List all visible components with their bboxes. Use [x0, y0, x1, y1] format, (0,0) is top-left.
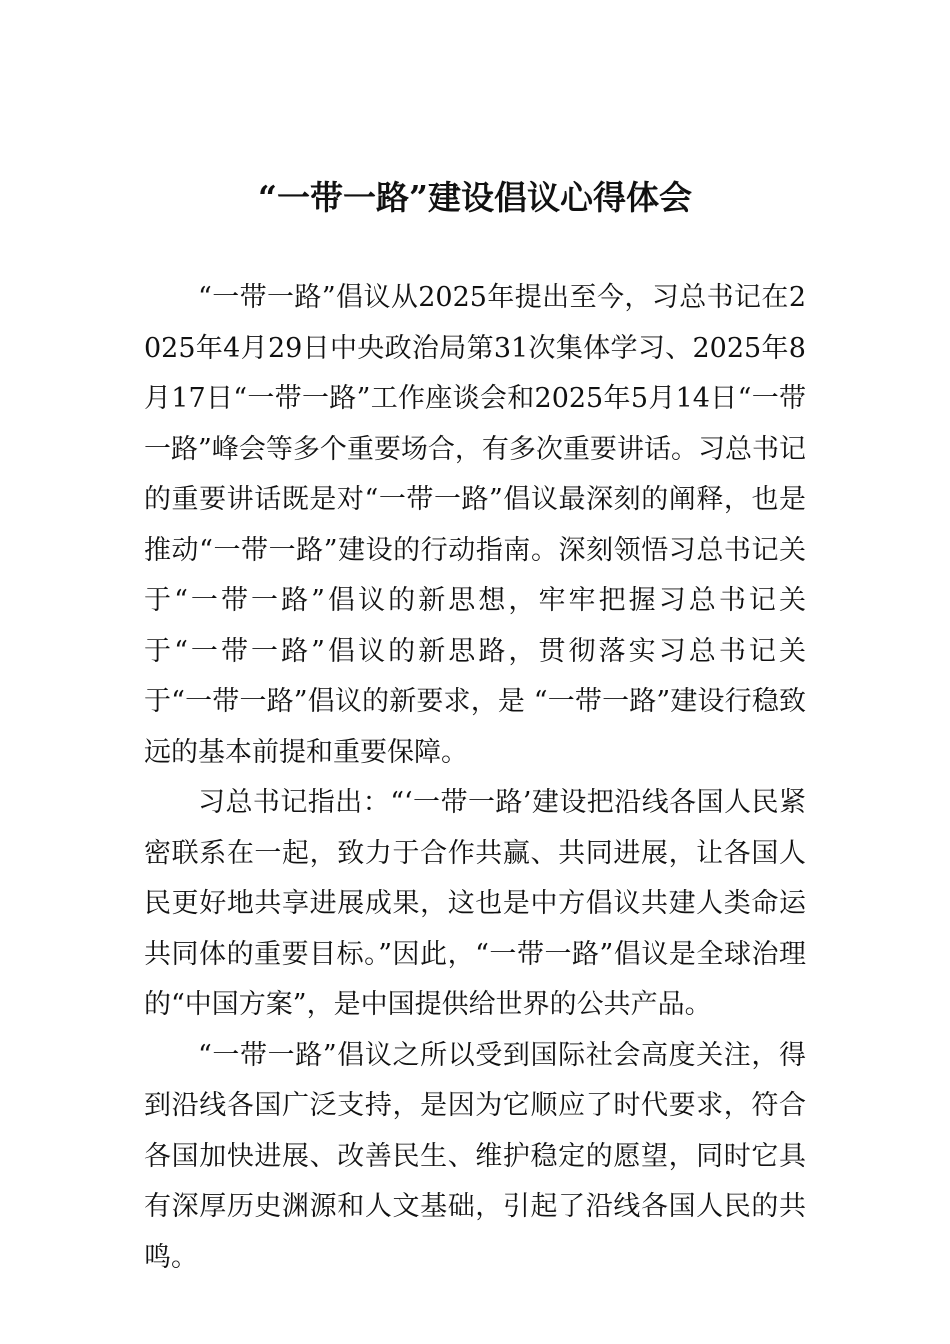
paragraph-3: “一带一路”倡议之所以受到国际社会高度关注，得到沿线各国广泛支持，是因为它顺应了时代要求，符合各国加快进展、改善民生、维护稳定的愿望，同时它具有深厚历史渊源和人文基础，引起了沿线各国人民的共鸣。 — [144, 1039, 806, 1273]
document-title: “一带一路”建设倡议心得体会 — [258, 178, 692, 217]
paragraph-1: “一带一路”倡议从2025年提出至今，习总书记在2025年4月29日中央政治局第31次集体学习、2025年8月17日“一带一路”工作座谈会和2025年5月14日“一带一路”峰会等多个重要场合，有多次重要讲话。习总书记的重要讲话既是对“一带一路”倡议最深刻的阐释，也是推动“一带一路”建设的行动指南。深刻领悟习总书记关于“一带一路”倡议的新思想，牢牢把握习总书记关于“一带一路”倡议的新思路，贯彻落实习总书记关于“一带一路”倡议的新要求，是 “一带一路”建设行稳致远的基本前提和重要保障。 — [144, 282, 806, 768]
paragraph-2: 习总书记指出：“‘一带一路’建设把沿线各国人民紧密联系在一起，致力于合作共赢、共同进展，让各国人民更好地共享进展成果，这也是中方倡议共建人类命运共同体的重要目标。”因此，“一带一路”倡议是全球治理的“中国方案”，是中国提供给世界的公共产品。 — [144, 787, 806, 1020]
document-body — [144, 273, 806, 1283]
